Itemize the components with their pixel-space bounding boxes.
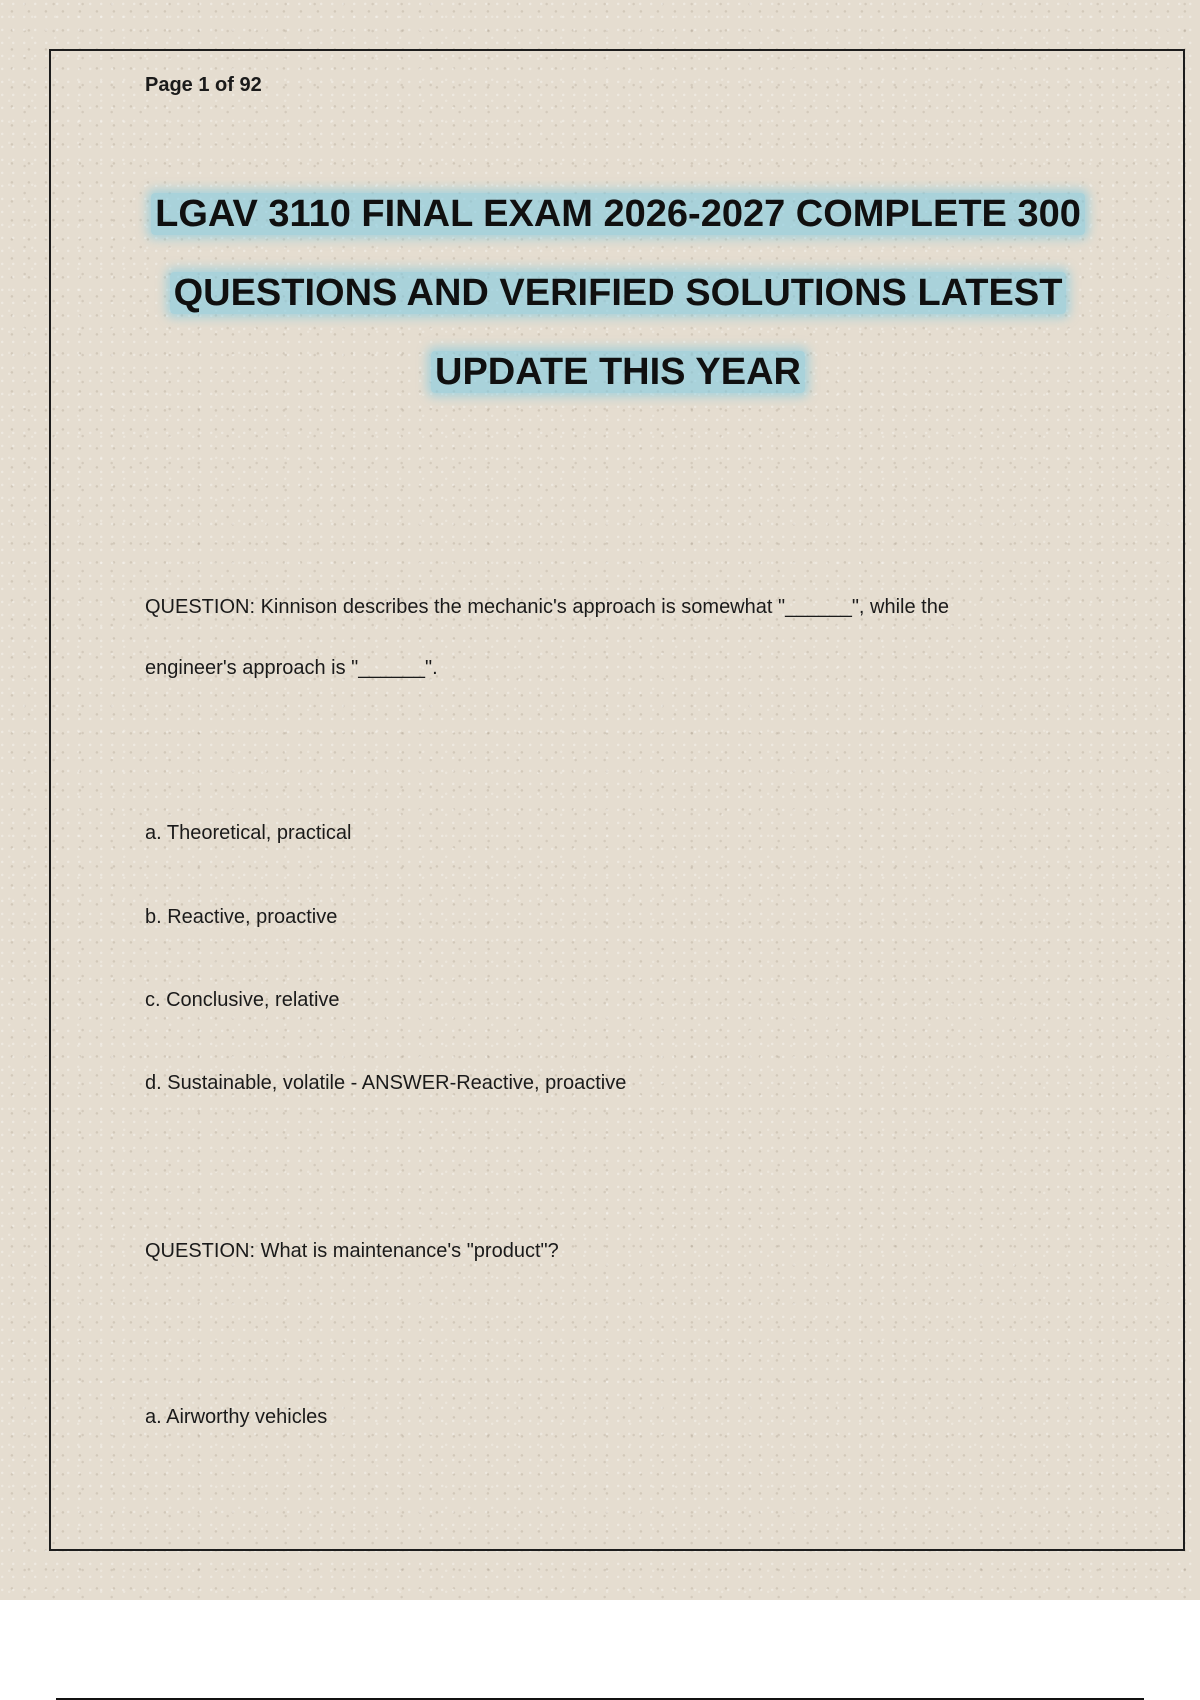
question-1-prompt-line-1: QUESTION: Kinnison describes the mechanic's approach is somewhat "______", while the bbox=[145, 596, 949, 618]
question-2-prompt: QUESTION: What is maintenance's "product"? bbox=[145, 1240, 559, 1262]
title-line-3: UPDATE THIS YEAR bbox=[431, 351, 805, 393]
question-1-option-a: a. Theoretical, practical bbox=[145, 822, 352, 844]
question-2-option-a: a. Airworthy vehicles bbox=[145, 1406, 328, 1428]
question-1-prompt-line-2: engineer's approach is "______". bbox=[145, 657, 438, 679]
question-1-option-b: b. Reactive, proactive bbox=[145, 906, 338, 928]
document-title bbox=[120, 175, 1116, 412]
question-1-option-c: c. Conclusive, relative bbox=[145, 989, 340, 1011]
page-number: Page 1 of 92 bbox=[145, 74, 262, 96]
title-line-1: LGAV 3110 FINAL EXAM 2026-2027 COMPLETE 300 bbox=[151, 193, 1085, 235]
question-1-option-d-with-answer: d. Sustainable, volatile - ANSWER-Reactive, proactive bbox=[145, 1072, 627, 1094]
title-line-2: QUESTIONS AND VERIFIED SOLUTIONS LATEST bbox=[170, 272, 1067, 314]
